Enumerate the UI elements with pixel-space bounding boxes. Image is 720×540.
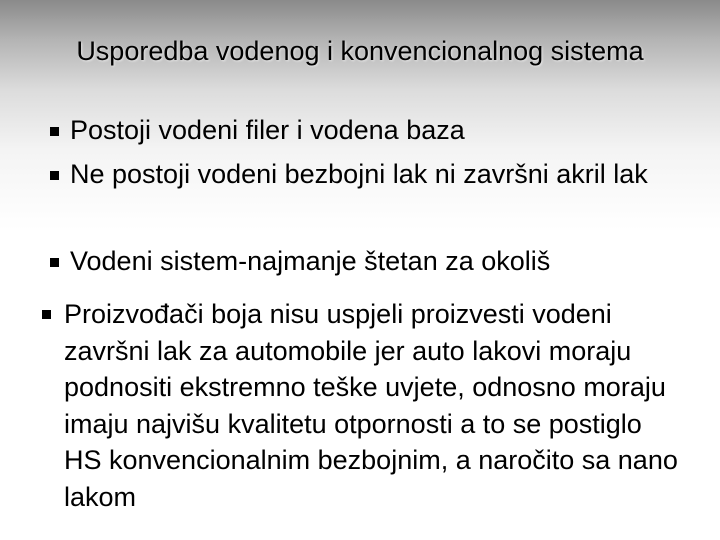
bullet-text: Postoji vodeni filer i vodena baza: [70, 115, 465, 145]
square-bullet-icon: [50, 127, 59, 136]
bullet-text: Ne postoji vodeni bezbojni lak ni završni akril lak: [70, 159, 648, 189]
slide-title: Usporedba vodenog i konvencionalnog sistema: [76, 36, 644, 66]
square-bullet-icon: [50, 258, 59, 267]
square-bullet-icon: [42, 310, 51, 319]
bullet-text: Proizvođači boja nisu uspjeli proizvesti vodeni završni lak za automobile jer auto lakovi moraju podnositi ekstremno teške uvjete, odnosno moraju imaju najvišu kvalitetu otpornosti a to se postiglo HS konvencionalnim bezbojnim, a naročito sa nano lakom: [64, 299, 678, 512]
bullet-text: Vodeni sistem-najmanje štetan za okoliš: [70, 246, 551, 276]
square-bullet-icon: [50, 171, 59, 180]
